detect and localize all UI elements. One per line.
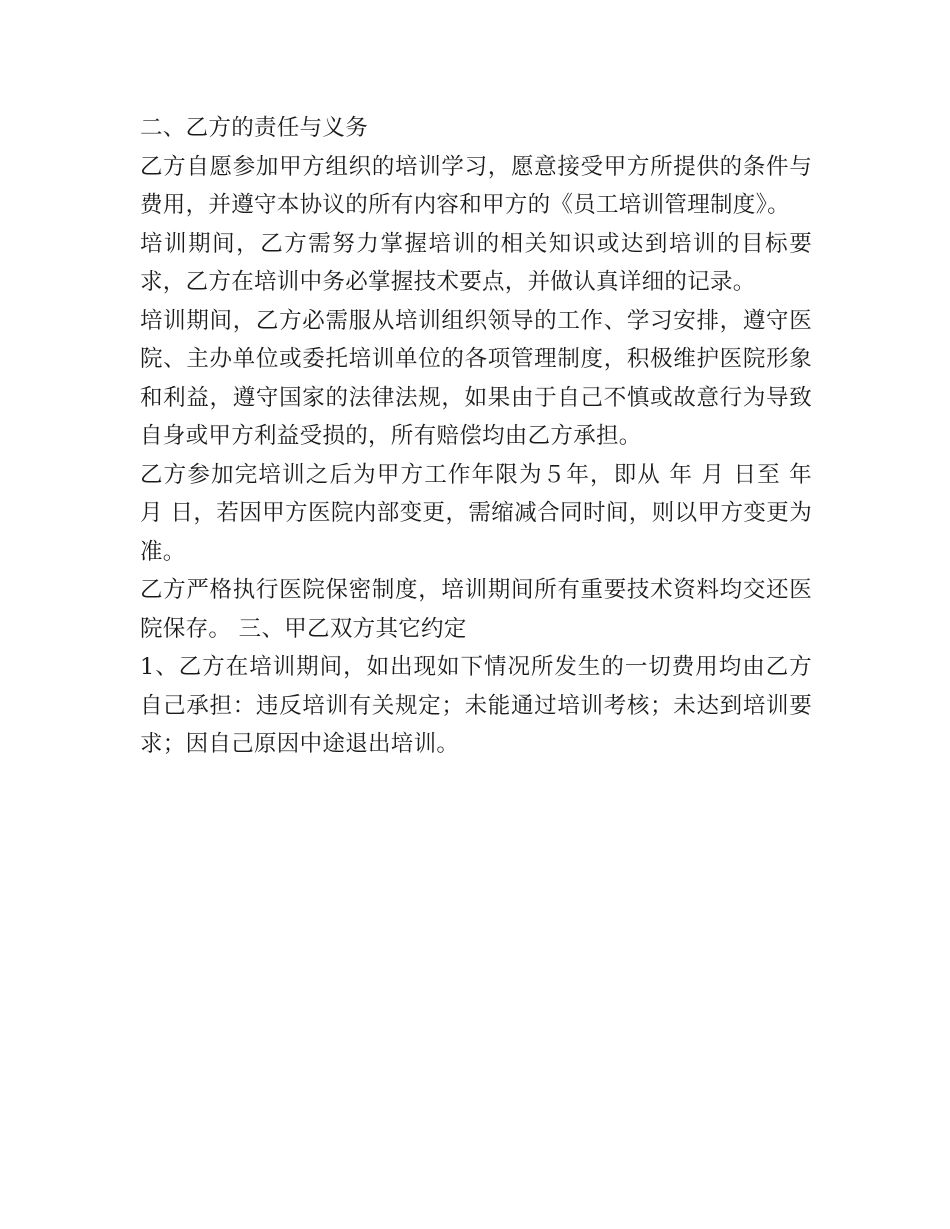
document-body (140, 109, 812, 764)
paragraph-training-knowledge: 培训期间，乙方需努力掌握培训的相关知识或达到培训的目标要求，乙方在培训中务必掌握技术要点，并做认真详细的记录。 (140, 230, 812, 295)
paragraph-obey-rules: 培训期间，乙方必需服从培训组织领导的工作、学习安排，遵守医院、主办单位或委托培训单位的各项管理制度，积极维护医院形象和利益，遵守国家的法律法规，如果由于自己不慎或故意行为导致自身或甲方利益受损的，所有赔偿均由乙方承担。 (140, 307, 812, 449)
paragraph-clause-one: 1、乙方在培训期间，如出现如下情况所发生的一切费用均由乙方自己承担：违反培训有关规定；未能通过培训考核；未达到培训要求；因自己原因中途退出培训。 (140, 654, 812, 757)
paragraph-confidentiality: 乙方严格执行医院保密制度，培训期间所有重要技术资料均交还医院保存。 三、甲乙双方其它约定 (140, 577, 812, 642)
section-heading: 二、乙方的责任与义务 (140, 115, 369, 141)
paragraph-service-term: 乙方参加完培训之后为甲方工作年限为５年，即从 年 月 日至 年 月 日，若因甲方医院内部变更，需缩减合同时间，则以甲方变更为准。 (140, 461, 812, 565)
paragraph-voluntary-participation: 乙方自愿参加甲方组织的培训学习，愿意接受甲方所提供的条件与费用，并遵守本协议的所有内容和甲方的《员工培训管理制度》。 (140, 153, 812, 218)
